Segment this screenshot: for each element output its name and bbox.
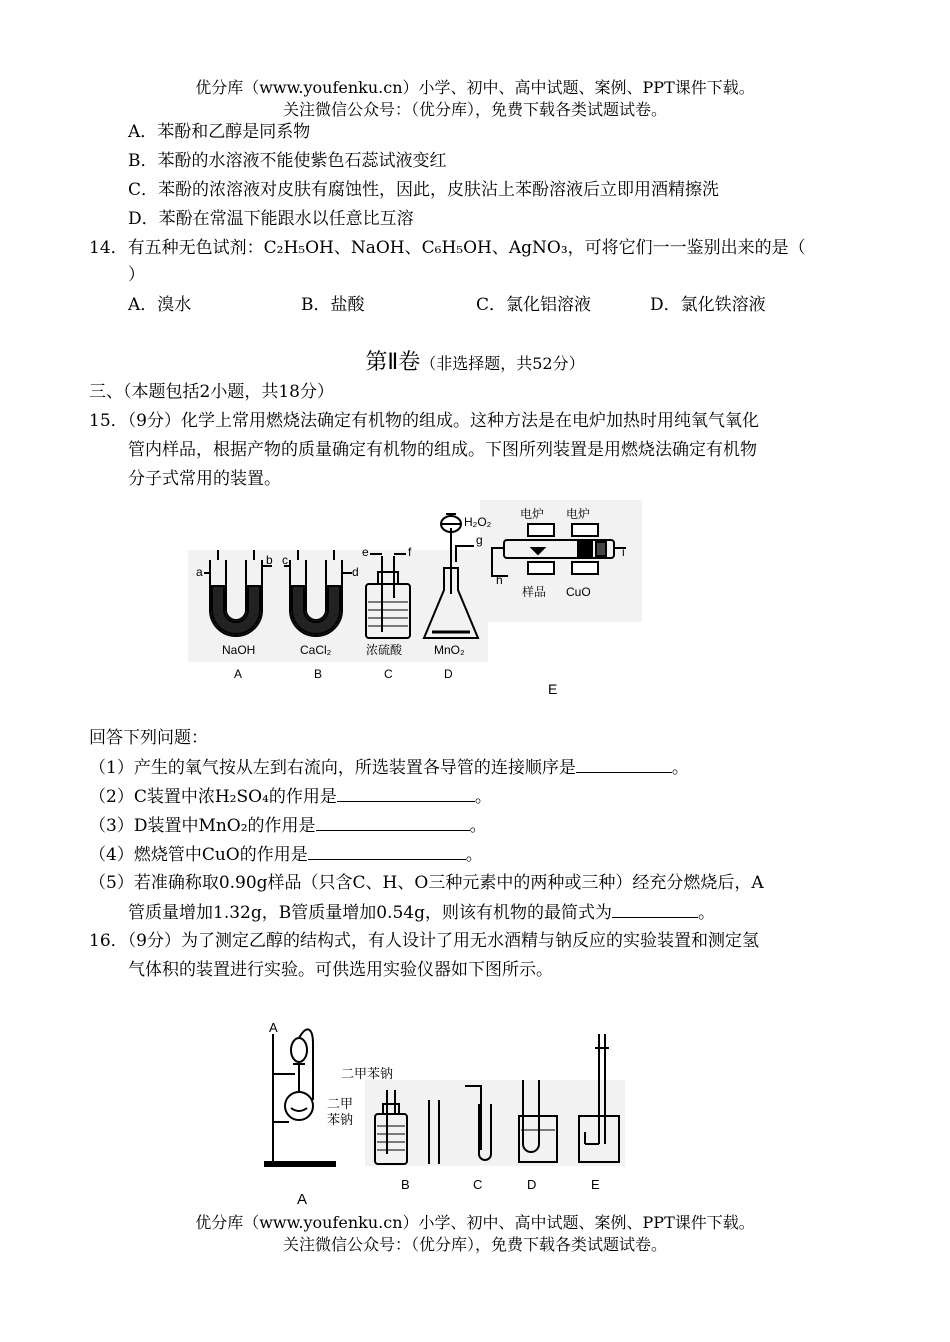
header-line-1: 优分库（www.youfenku.cn）小学、初中、高中试题、案例、PPT课件下载。	[195, 78, 755, 97]
q15-sub-1	[89, 756, 689, 779]
q15-sub-5-line-1: （5）若准确称取0.90g样品（只含C、H、O三种元素中的两种或三种）经充分燃烧后，A	[89, 873, 764, 893]
q16-line-2: 气体积的装置进行实验。可供选用实验仪器如下图所示。	[128, 960, 553, 980]
answer-blank-1[interactable]	[576, 756, 672, 773]
q15-sub-5-line-2	[128, 901, 715, 924]
q16-label-e: E	[591, 1177, 600, 1192]
port-e: e	[362, 545, 369, 559]
section-title-main: 第Ⅱ卷	[365, 350, 421, 375]
answer-blank-2[interactable]	[337, 785, 475, 802]
label-e: E	[548, 681, 558, 694]
port-h: h	[496, 573, 503, 587]
fig2-bg	[365, 1080, 625, 1166]
answer-blank-4[interactable]	[308, 843, 466, 860]
q15-sub-2	[89, 785, 492, 808]
q15-sub-2-text: （2）C装置中浓H₂SO₄的作用是	[89, 787, 337, 807]
reagent-mno2: MnO₂	[434, 643, 465, 657]
q16-reagent-2a: 二甲	[327, 1096, 354, 1111]
port-g: g	[476, 533, 483, 547]
q16-label-a-bottom: A	[297, 1191, 308, 1208]
label-a: A	[234, 667, 243, 681]
q13-option-c: C．苯酚的浓溶液对皮肤有腐蚀性，因此，皮肤沾上苯酚溶液后立即用酒精擦洗	[128, 180, 720, 200]
h2o2-label: H₂O₂	[464, 515, 492, 529]
label-c: C	[384, 667, 393, 681]
furnace-label-1: 电炉	[520, 507, 545, 521]
q16-apparatus-figure	[255, 1004, 631, 1208]
q15-sub-4-end: 。	[465, 845, 483, 865]
q16-label-b: B	[401, 1177, 410, 1192]
port-b: b	[266, 553, 273, 567]
q13-option-b: B．苯酚的水溶液不能使紫色石蕊试液变红	[128, 151, 447, 171]
q16-label-d: D	[527, 1177, 537, 1192]
q15-line-1: 15．（9分）化学上常用燃烧法确定有机物的组成。这种方法是在电炉加热时用纯氧气氧化	[89, 411, 759, 431]
label-b: B	[314, 667, 323, 681]
q15-sub-2-end: 。	[474, 787, 492, 807]
cuo-label: CuO	[566, 585, 591, 599]
furnace-label-2: 电炉	[566, 507, 591, 521]
q15-prompt: 回答下列问题：	[89, 728, 208, 748]
section-title-sub: （非选择题，共52分）	[420, 354, 585, 373]
q15-sub-3-text: （3）D装置中MnO₂的作用是	[89, 816, 316, 836]
q15-sub-3-end: 。	[469, 816, 487, 836]
q16-label-a-top: A	[269, 1020, 278, 1035]
part-three-heading: 三、（本题包括2小题，共18分）	[89, 382, 334, 402]
port-d: d	[352, 565, 359, 579]
q15-sub-3	[89, 814, 487, 837]
q16-line-1: 16．（9分）为了测定乙醇的结构式，有人设计了用无水酒精与钠反应的实验装置和测定氢	[89, 931, 759, 951]
port-c: c	[282, 553, 288, 567]
header-line-2: 关注微信公众号：（优分库），免费下载各类试题试卷。	[282, 100, 667, 119]
footer-line-1: 优分库（www.youfenku.cn）小学、初中、高中试题、案例、PPT课件下载。	[195, 1213, 755, 1232]
fig-bg-right	[480, 500, 642, 622]
q14-option-a: A．溴水	[128, 295, 192, 315]
q15-apparatus-figure	[188, 498, 644, 694]
q15-sub-1-text: （1）产生的氧气按从左到右流向，所选装置各导管的连接顺序是	[89, 758, 576, 778]
port-f: f	[408, 545, 412, 559]
apparatus-a	[265, 1029, 335, 1166]
port-a: a	[196, 565, 203, 579]
q16-reagent-1: 二甲苯钠	[341, 1066, 394, 1081]
section-title	[0, 352, 950, 375]
reagent-h2so4: 浓硫酸	[366, 643, 403, 657]
q15-line-2: 管内样品，根据产物的质量确定有机物的组成。下图所列装置是用燃烧法确定有机物	[128, 440, 757, 460]
sample-label: 样品	[522, 585, 547, 599]
q13-option-a: A．苯酚和乙醇是同系物	[128, 122, 311, 142]
q14-stem-end: ）	[128, 265, 145, 285]
answer-blank-3[interactable]	[316, 814, 470, 831]
reagent-naoh: NaOH	[222, 643, 256, 657]
footer-line-2: 关注微信公众号：（优分库），免费下载各类试题试卷。	[282, 1235, 667, 1254]
q14-option-b: B．盐酸	[301, 295, 365, 315]
q15-sub-4-text: （4）燃烧管中CuO的作用是	[89, 845, 308, 865]
q13-option-d: D．苯酚在常温下能跟水以任意比互溶	[128, 209, 414, 229]
answer-blank-5[interactable]	[612, 901, 698, 918]
port-i: i	[622, 545, 625, 559]
q15-line-3: 分子式常用的装置。	[128, 469, 281, 489]
q15-sub-5-end: 。	[697, 903, 715, 923]
q14-option-d: D．氯化铁溶液	[650, 295, 766, 315]
q14-option-c: C．氯化铝溶液	[476, 295, 592, 315]
q15-sub-1-end: 。	[671, 758, 689, 778]
q15-sub-5-text: 管质量增加1.32g，B管质量增加0.54g，则该有机物的最简式为	[128, 903, 612, 923]
q15-sub-4	[89, 843, 483, 866]
q16-reagent-2b: 苯钠	[327, 1112, 354, 1127]
q16-label-c: C	[473, 1177, 483, 1192]
label-d: D	[444, 667, 453, 681]
q14-stem: 14．有五种无色试剂：C₂H₅OH、NaOH、C₆H₅OH、AgNO₃，可将它们一一鉴别出来的是（	[89, 238, 806, 258]
reagent-cacl2: CaCl₂	[300, 643, 332, 657]
